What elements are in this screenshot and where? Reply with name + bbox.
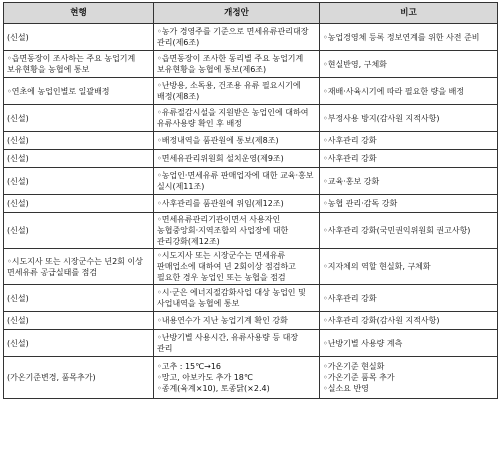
cell-note <box>320 312 498 330</box>
table-row <box>4 249 498 285</box>
cell-current <box>4 195 154 213</box>
cell-text: ◦난방용, 소독용, 건조용 유류 필요시기에 배정(제8조) <box>157 81 301 101</box>
cell-text: ◦농협 관리·감독 강화 <box>323 199 398 208</box>
cell-current <box>4 132 154 150</box>
cell-text: ◦교육·홍보 강화 <box>323 176 380 186</box>
header-proposed: 개정안 <box>154 3 320 24</box>
cell-proposed <box>154 213 320 249</box>
cell-text: ◦사후관리를 품관원에 위임(제12조) <box>157 199 284 208</box>
table-row <box>4 51 498 78</box>
cell-text: ◦난방기별 사용량 계측 <box>323 338 403 348</box>
cell-text: ◦농가 경영주를 기준으로 면세유류관리대장 관리(제6조) <box>157 27 309 47</box>
cell-current <box>4 357 154 399</box>
cell-text: (신설) <box>7 136 29 145</box>
cell-proposed <box>154 132 320 150</box>
cell-proposed <box>154 357 320 399</box>
cell-text: (신설) <box>7 293 29 303</box>
cell-text: (신설) <box>7 113 29 123</box>
cell-text: ◦사후관리 강화 <box>323 154 377 163</box>
cell-text: ◦읍면동장이 조사하는 주요 농업기계 보유현황을 농협에 통보 <box>7 54 136 74</box>
cell-text: (신설) <box>7 338 29 348</box>
cell-text: ◦가온기준 현실화 <box>323 362 385 371</box>
cell-proposed <box>154 195 320 213</box>
document-page <box>3 2 497 474</box>
cell-proposed <box>154 330 320 357</box>
cell-text: ◦연초에 농업인별로 일괄배정 <box>7 86 110 96</box>
table-header-row <box>4 3 498 24</box>
header-note: 비고 <box>320 3 498 24</box>
cell-note <box>320 285 498 312</box>
cell-proposed <box>154 249 320 285</box>
cell-text: ◦시·군은 에너지절감화사업 대상 농업인 및 사업내역을 농협에 통보 <box>157 288 306 308</box>
comparison-table <box>3 2 498 399</box>
cell-current <box>4 213 154 249</box>
table-row <box>4 312 498 330</box>
cell-note <box>320 330 498 357</box>
cell-text: ◦실소요 반영 <box>323 384 369 393</box>
cell-current <box>4 24 154 51</box>
table-row <box>4 105 498 132</box>
cell-note <box>320 51 498 78</box>
cell-text: ◦농업경영체 등록 정보연계를 위한 사전 준비 <box>323 32 480 42</box>
cell-proposed <box>154 24 320 51</box>
cell-text: (신설) <box>7 32 29 42</box>
cell-text: ◦배정내역을 품관원에 통보(제8조) <box>157 136 279 145</box>
cell-text: ◦시도지사 또는 시장군수는 면세유류 판매업소에 대하여 년 2회이상 점검하고 필요한 경우 농업인 또는 농협을 점검 <box>157 251 296 282</box>
cell-text: ◦지자체의 역할 현실화, 구체화 <box>323 262 431 271</box>
cell-current <box>4 105 154 132</box>
cell-current <box>4 168 154 195</box>
cell-text: ◦읍면동장이 조사한 동리별 주요 농업기계 보유현황을 농협에 통보(제6조) <box>157 54 304 74</box>
table-row <box>4 168 498 195</box>
cell-note <box>320 168 498 195</box>
table-row <box>4 150 498 168</box>
table-row <box>4 132 498 150</box>
table-row <box>4 330 498 357</box>
cell-note <box>320 213 498 249</box>
cell-text: (가온기준변경, 품목추가) <box>7 373 96 382</box>
cell-current <box>4 249 154 285</box>
cell-note <box>320 78 498 105</box>
cell-text: ◦내용연수가 지난 농업기계 확인 강화 <box>157 316 288 325</box>
cell-note <box>320 357 498 399</box>
cell-proposed <box>154 105 320 132</box>
cell-proposed <box>154 285 320 312</box>
cell-text: ◦시도지사 또는 시장군수는 년2회 이상 면세유류 공급실태를 점검 <box>7 256 143 277</box>
cell-text: ◦면세유관리위원회 설치운영(제9조) <box>157 154 284 163</box>
cell-text: (신설) <box>7 226 29 235</box>
header-current: 현행 <box>4 3 154 24</box>
cell-text: ◦면세유류관리기관이면서 사용자인 농협중앙회·지역조합의 사업장에 대한 관리강화(제12조) <box>157 215 289 246</box>
cell-text: ◦망고, 아보카도 추가 18℃ <box>157 373 253 382</box>
cell-current <box>4 78 154 105</box>
cell-text: ◦난방기별 사용시간, 유류사용량 등 대장 관리 <box>157 333 299 353</box>
cell-note <box>320 150 498 168</box>
cell-text: ◦농업인·면세유류 판매업자에 대한 교육·홍보 실시(제11조) <box>157 171 314 191</box>
cell-note <box>320 105 498 132</box>
cell-proposed <box>154 312 320 330</box>
cell-text: (신설) <box>7 176 29 186</box>
cell-text: (신설) <box>7 154 29 163</box>
cell-text: ◦현실반영, 구체화 <box>323 59 387 69</box>
cell-text: ◦부정사용 방지(감사원 지적사항) <box>323 113 440 123</box>
table-row <box>4 78 498 105</box>
table-row <box>4 285 498 312</box>
cell-text: ◦가온기준 품목 추가 <box>323 373 395 382</box>
cell-note <box>320 195 498 213</box>
cell-note <box>320 249 498 285</box>
cell-current <box>4 285 154 312</box>
table-row <box>4 24 498 51</box>
cell-text: ◦고추 : 15℃→16 <box>157 362 222 371</box>
cell-text: ◦재배·사육시기에 따라 필요한 량을 배정 <box>323 86 465 96</box>
cell-note <box>320 24 498 51</box>
cell-proposed <box>154 51 320 78</box>
cell-text: (신설) <box>7 316 29 325</box>
cell-text: (신설) <box>7 199 29 208</box>
cell-current <box>4 330 154 357</box>
cell-current <box>4 312 154 330</box>
cell-note <box>320 132 498 150</box>
table-row <box>4 195 498 213</box>
cell-text: ◦유류절감시설을 지원받은 농업인에 대하여 유류사용량 확인 후 배정 <box>157 108 309 128</box>
cell-text: ◦사후관리 강화(국민권익위원회 권고사항) <box>323 226 471 235</box>
cell-current <box>4 51 154 78</box>
cell-current <box>4 150 154 168</box>
cell-text: ◦사후관리 강화(감사원 지적사항) <box>323 316 440 325</box>
cell-text: ◦사후관리 강화 <box>323 136 377 145</box>
cell-text: ◦사후관리 강화 <box>323 293 377 303</box>
cell-proposed <box>154 78 320 105</box>
cell-proposed <box>154 150 320 168</box>
table-row <box>4 357 498 399</box>
cell-text: ◦종계(육계×10), 토종닭(×2.4) <box>157 384 270 393</box>
cell-proposed <box>154 168 320 195</box>
table-row <box>4 213 498 249</box>
